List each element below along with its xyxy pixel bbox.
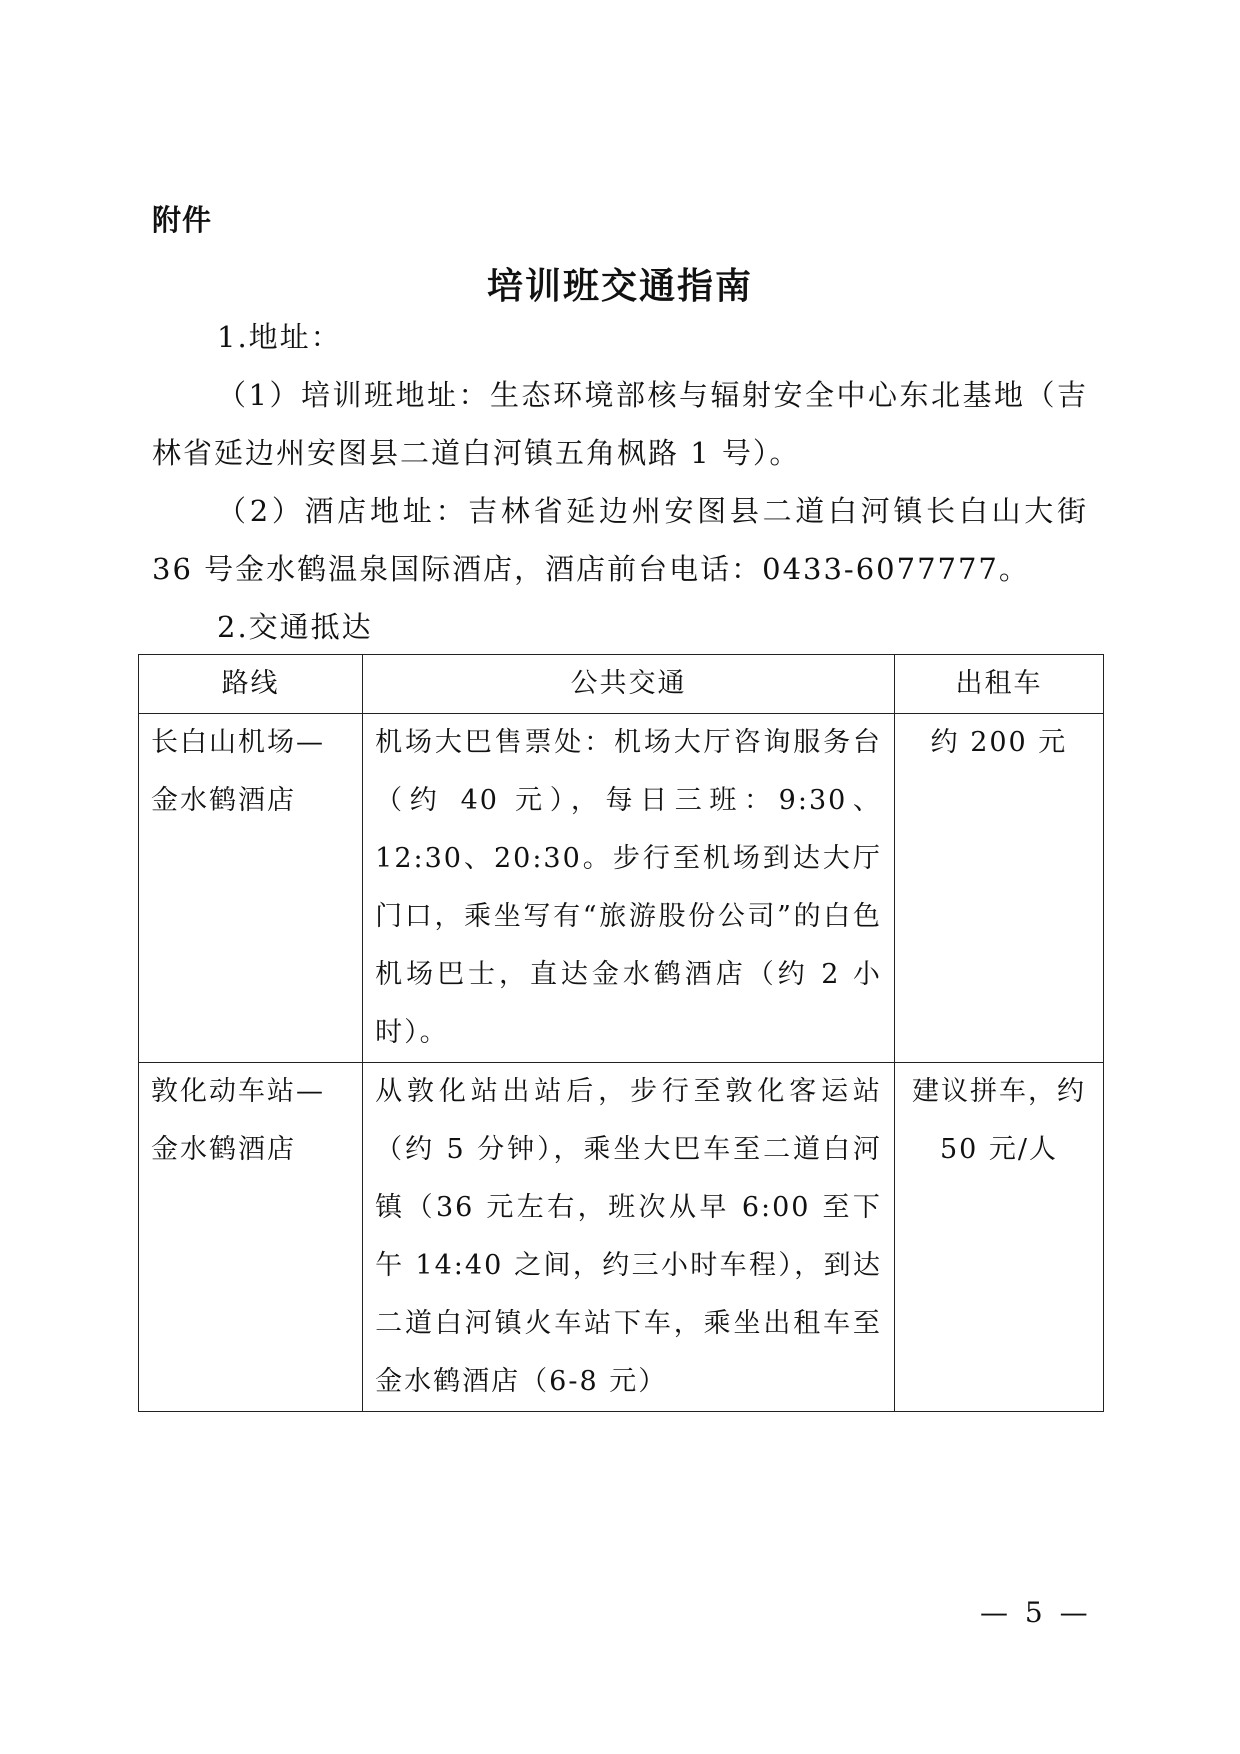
taxi-cell: 建议拼车，约 50 元/人 [894, 1063, 1103, 1412]
header-public-transport: 公共交通 [363, 655, 895, 714]
table-row [139, 1063, 1104, 1412]
route-line: 长白山机场— [151, 727, 325, 758]
taxi-cell: 约 200 元 [894, 714, 1103, 1063]
table-row [139, 714, 1104, 1063]
hotel-address-paragraph: （2）酒店地址：吉林省延边州安图县二道白河镇长白山大街 36 号金水鹤温泉国际酒店，酒店前台电话：0433-6077777。 [152, 494, 1088, 586]
public-transport-cell: 从敦化站出站后，步行至敦化客运站（约 5 分钟），乘坐大巴车至二道白河镇（36 元左右，班次从早 6:00 至下午 14:40 之间，约三小时车程），到达二道白河镇火车站下车，乘坐出租车至金水鹤酒店（6-8 元） [363, 1063, 895, 1412]
header-taxi: 出租车 [894, 655, 1103, 714]
document-title: 培训班交通指南 [486, 266, 753, 307]
route-cell [139, 714, 363, 1063]
route-line: 金水鹤酒店 [151, 1134, 296, 1165]
training-address-paragraph: （1）培训班地址：生态环境部核与辐射安全中心东北基地（吉林省延边州安图县二道白河镇五角枫路 1 号）。 [152, 378, 1088, 470]
route-line: 金水鹤酒店 [151, 785, 296, 816]
attachment-label: 附件 [152, 203, 213, 237]
route-cell [139, 1063, 363, 1412]
transport-table [138, 654, 1104, 1412]
section-1-heading: 1.地址： [217, 320, 342, 354]
header-route: 路线 [139, 655, 363, 714]
table-header-row [139, 655, 1104, 714]
route-line: 敦化动车站— [151, 1076, 325, 1107]
page-number: — 5 — [980, 1596, 1092, 1629]
section-2-heading: 2.交通抵达 [217, 610, 373, 644]
public-transport-cell: 机场大巴售票处：机场大厅咨询服务台（约 40 元），每日三班：9:30、12:30、20:30。步行至机场到达大厅门口，乘坐写有“旅游股份公司”的白色机场巴士，直达金水鹤酒店（约 2 小时）。 [363, 714, 895, 1063]
